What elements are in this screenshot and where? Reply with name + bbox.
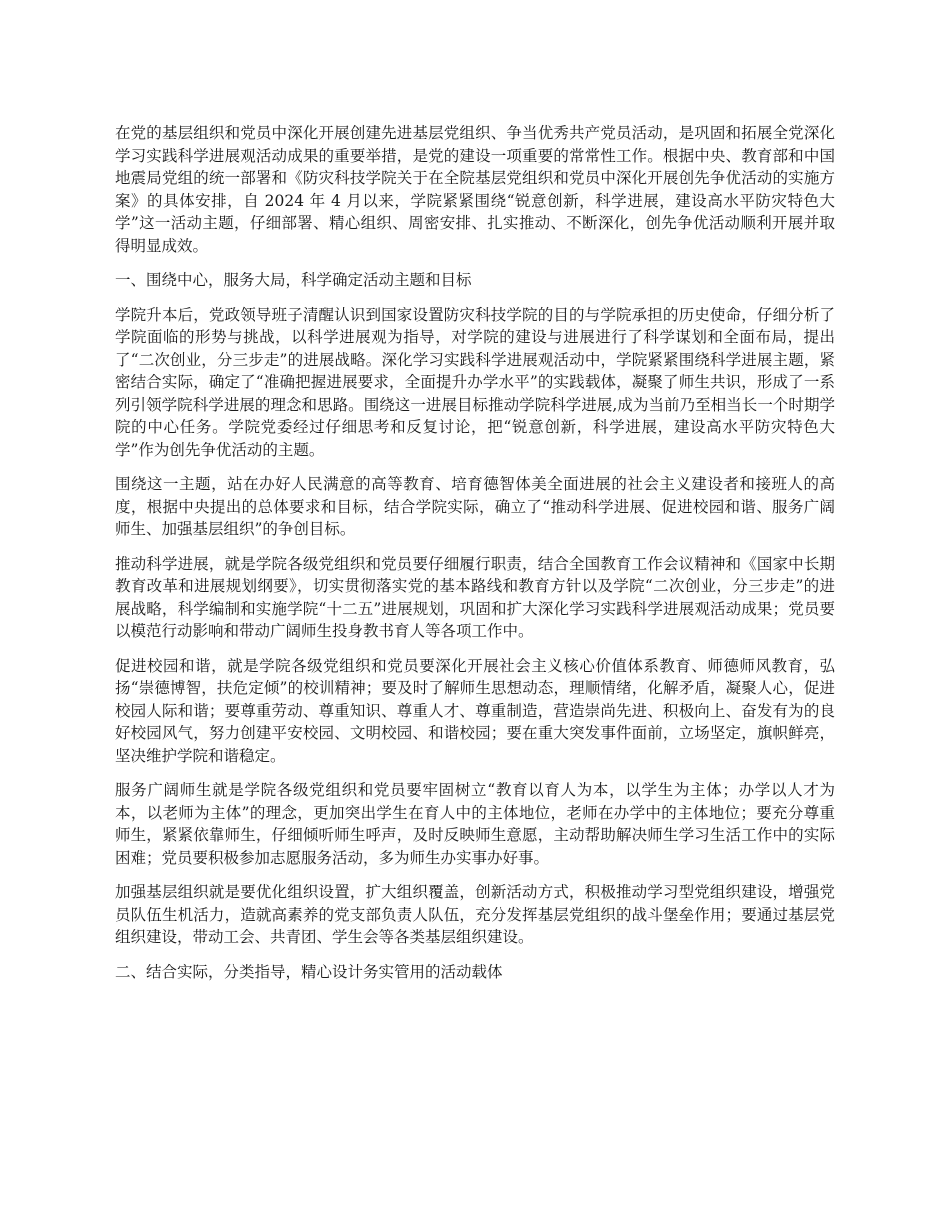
intro-paragraph: 在党的基层组织和党员中深化开展创建先进基层党组织、争当优秀共产党员活动，是巩固和拓展全党深化学习实践科学进展观活动成果的重要举措，是党的建设一项重要的常常性工作。根据中央、教育部和中国地震局党组的统一部署和《防灾科技学院关于在全院基层党组织和党员中深化开展创先争优活动的实施方案》的具体安排，自 2024 年 4 月以来，学院紧紧围绕“锐意创新，科学进展，建设高水平防灾特色大学”这一活动主题，仔细部署、精心组织、周密安排、扎实推动、不断深化，创先争优活动顺利开展并取得明显成效。 xyxy=(115,124,835,255)
section-heading-1: 一、围绕中心，服务大局，科学确定活动主题和目标 xyxy=(115,271,472,289)
body-paragraph: 促进校园和谐，就是学院各级党组织和党员要深化开展社会主义核心价值体系教育、师德师风教育，弘扬“崇德博智，扶危定倾”的校训精神；要及时了解师生思想动态，理顺情绪，化解矛盾，凝聚人心，促进校园人际和谐；要尊重劳动、尊重知识、尊重人才、尊重制造，营造崇尚先进、积极向上、奋发有为的良好校园风气，努力创建平安校园、文明校园、和谐校园；要在重大突发事件面前，立场坚定，旗帜鲜亮，坚决维护学院和谐稳定。 xyxy=(115,656,835,765)
body-paragraph: 加强基层组织就是要优化组织设置，扩大组织覆盖，创新活动方式，积极推动学习型党组织建设，增强党员队伍生机活力，造就高素养的党支部负责人队伍，充分发挥基层党组织的战斗堡垒作用；要通过基层党组织建设，带动工会、共青团、学生会等各类基层组织建设。 xyxy=(115,883,835,946)
body-paragraph: 围绕这一主题，站在办好人民满意的高等教育、培育德智体美全面进展的社会主义建设者和接班人的高度，根据中央提出的总体要求和目标，结合学院实际，确立了“推动科学进展、促进校园和谐、服务广阔师生、加强基层组织”的争创目标。 xyxy=(115,475,835,538)
body-paragraph: 服务广阔师生就是学院各级党组织和党员要牢固树立“教育以育人为本，以学生为主体；办学以人才为本，以老师为主体”的理念，更加突出学生在育人中的主体地位，老师在办学中的主体地位；要充分尊重师生，紧紧依靠师生，仔细倾听师生呼声，及时反映师生意愿，主动帮助解决师生学习生活工作中的实际困难；党员要积极参加志愿服务活动，多为师生办实事办好事。 xyxy=(115,781,835,867)
section-heading-2: 二、结合实际，分类指导，精心设计务实管用的活动载体 xyxy=(115,962,503,981)
body-paragraph: 推动科学进展，就是学院各级党组织和党员要仔细履行职责，结合全国教育工作会议精神和《国家中长期教育改革和进展规划纲要》，切实贯彻落实党的基本路线和教育方针以及学院“二次创业，分三步走”的进展战略，科学编制和实施学院“十二五”进展规划，巩固和扩大深化学习实践科学进展观活动成果；党员要以模范行动影响和带动广阔师生投身教书育人等各项工作中。 xyxy=(115,554,835,640)
document-body xyxy=(115,122,835,995)
body-paragraph: 学院升本后，党政领导班子清醒认识到国家设置防灾科技学院的目的与学院承担的历史使命，仔细分析了学院面临的形势与挑战，以科学进展观为指导，对学院的建设与进展进行了科学谋划和全面布局，提出了“二次创业，分三步走”的进展战略。深化学习实践科学进展观活动中，学院紧紧围绕科学进展主题，紧密结合实际，确定了“准确把握进展要求，全面提升办学水平”的实践载体，凝聚了师生共识，形成了一系列引领学院科学进展的理念和思路。围绕这一进展目标推动学院科学进展,成为当前乃至相当长一个时期学院的中心任务。学院党委经过仔细思考和反复讨论，把“锐意创新，科学进展，建设高水平防灾特色大学”作为创先争优活动的主题。 xyxy=(115,305,835,459)
